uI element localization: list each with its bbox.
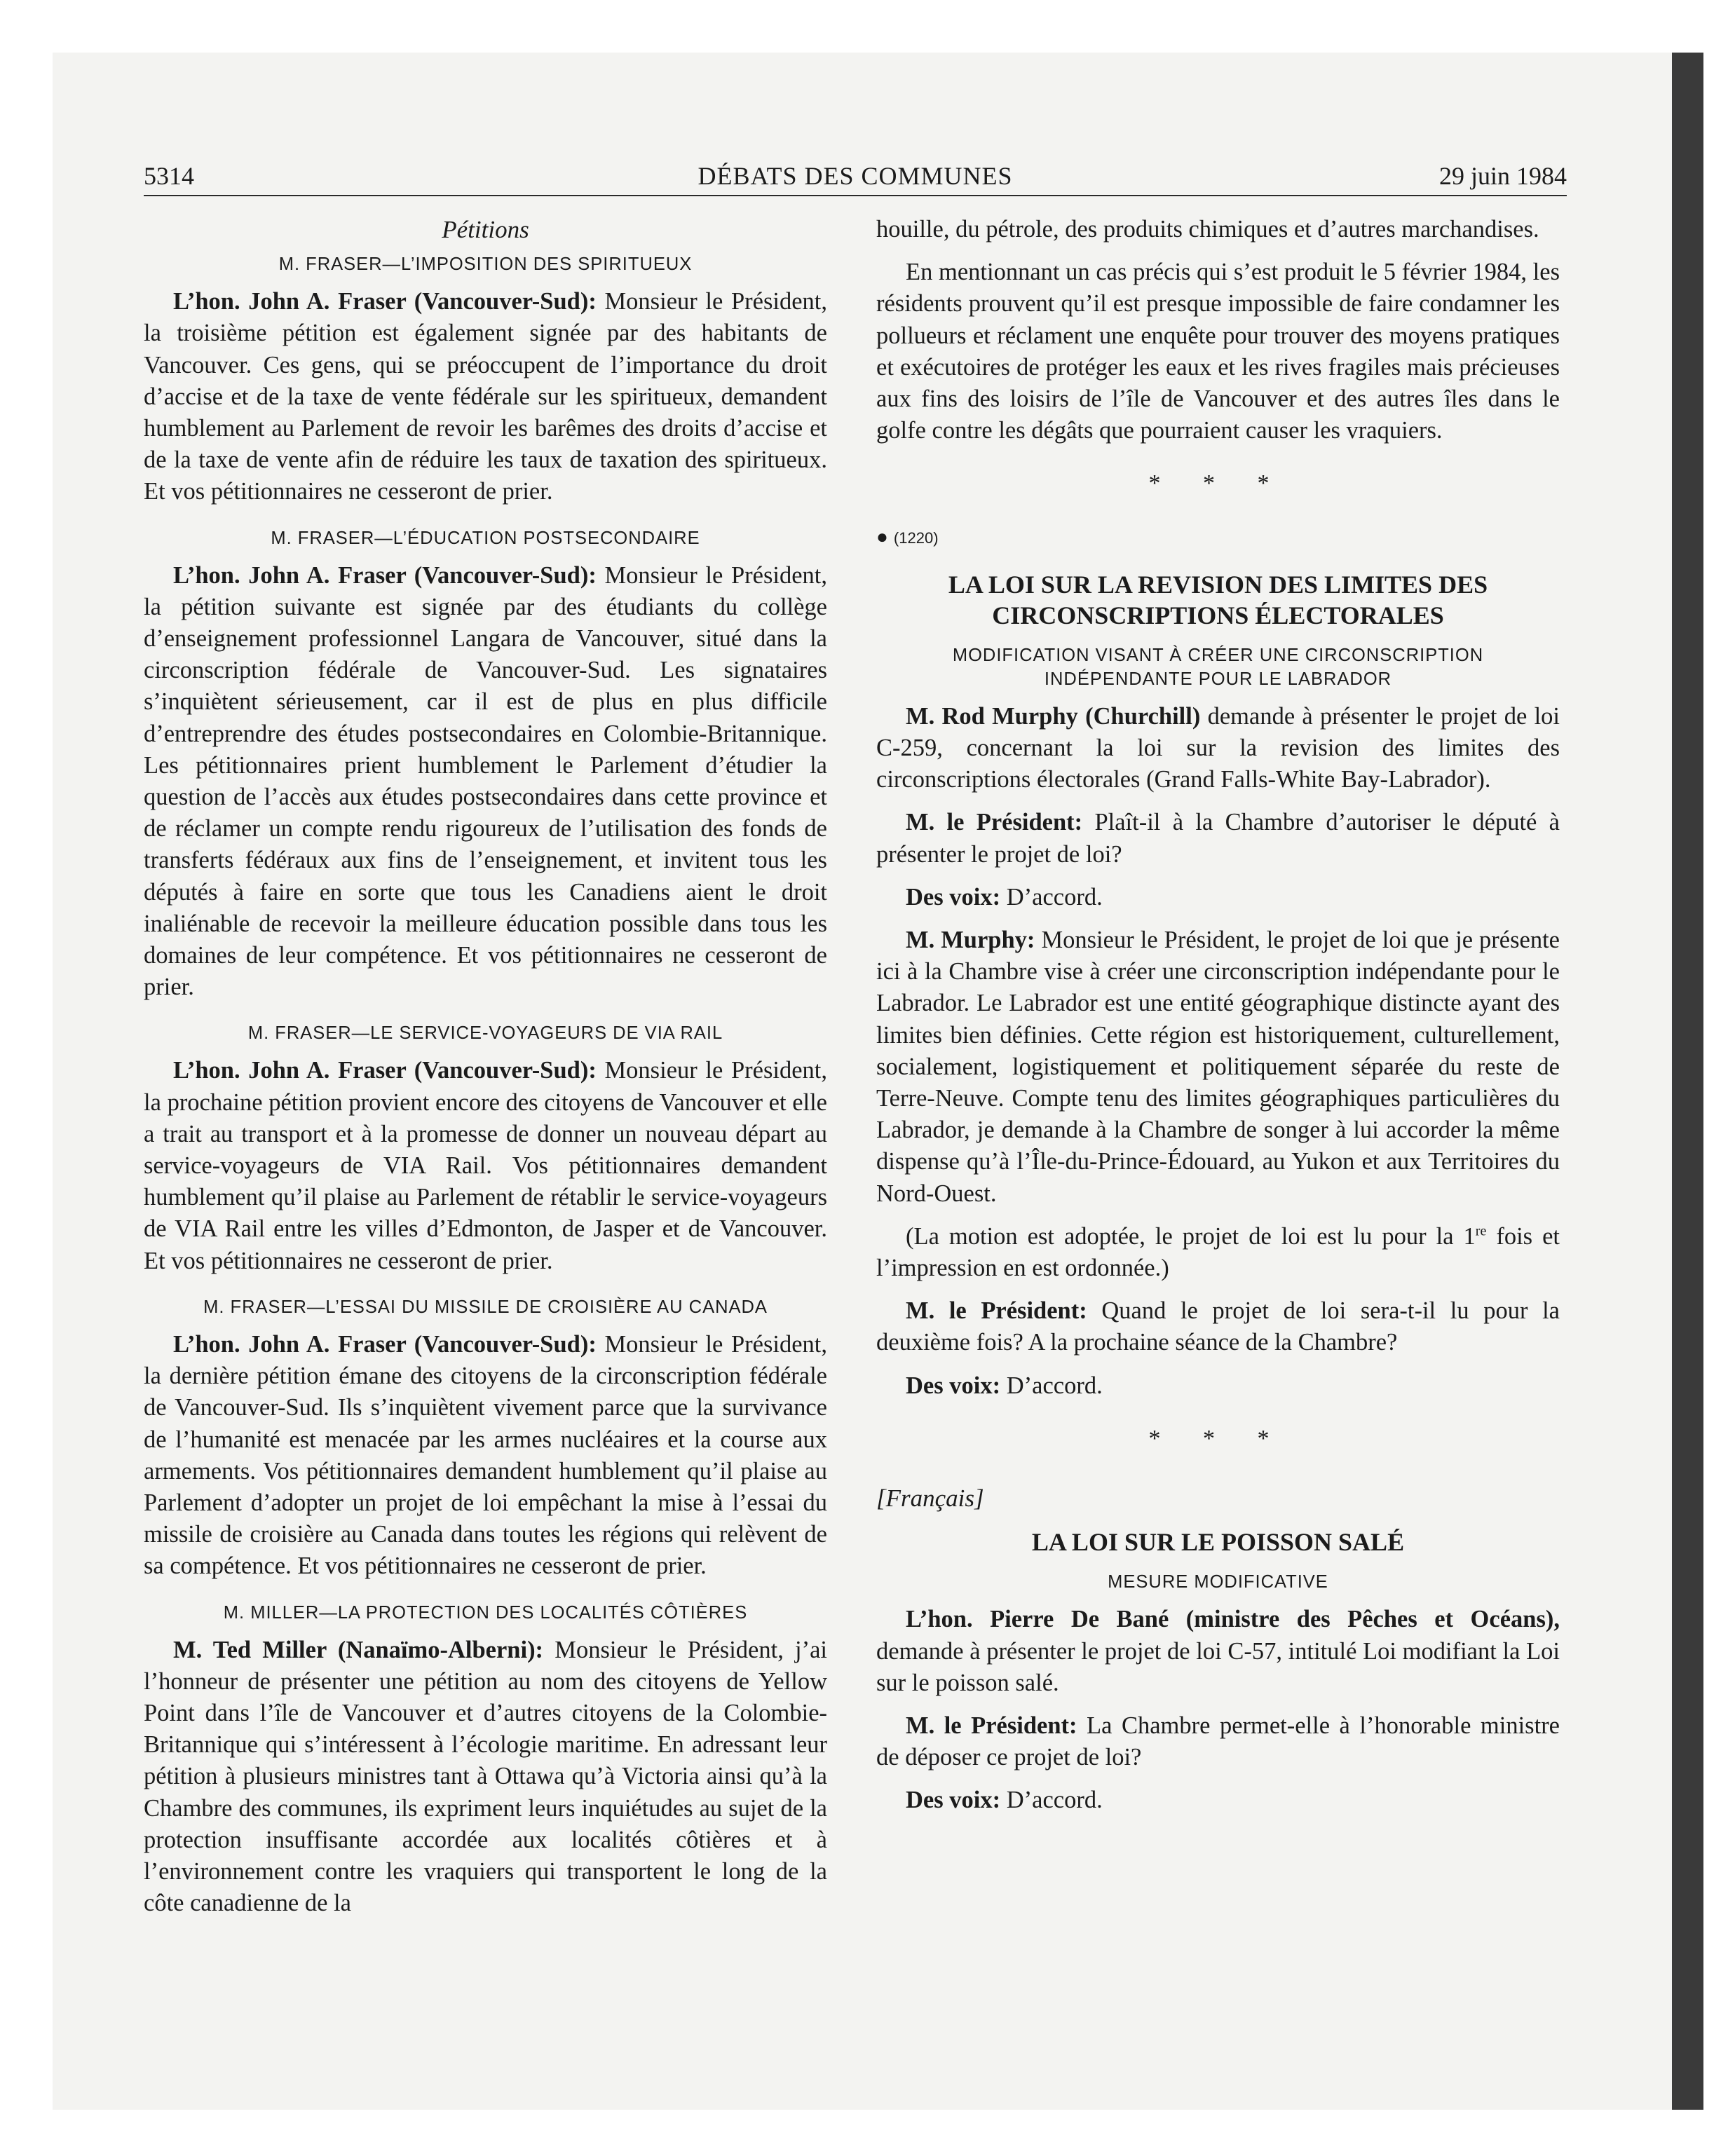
motion-paragraph	[876, 1221, 1560, 1284]
paragraph	[876, 1604, 1560, 1699]
speech-text: Monsieur le Président, j’ai l’honneur de présenter une pétition au nom des citoyens de Yellow Point dans l’île de Vancouver et d’autres citoyens de la Colombie-Britannique qui s’intéressent à l’écologie maritime. En adressant leur pétition à plusieurs ministres tant à Ottawa qu’à Victoria ainsi qu’à la Chambre des communes, ils expriment leurs inquiétudes au sujet de la protection insuffisante accordée aux localités côtières et à l’environnement contre les vraquiers qui transportent le long de la côte canadienne de la	[144, 1636, 827, 1917]
speech-text: D’accord.	[1000, 883, 1103, 910]
petition-paragraph	[144, 1635, 827, 1920]
paragraph	[876, 807, 1560, 870]
speaker-name: M. le Président:	[906, 809, 1083, 836]
paragraph	[876, 882, 1560, 913]
paragraph	[876, 925, 1560, 1210]
petition-paragraph	[144, 560, 827, 1004]
timestamp-marker	[876, 521, 1560, 554]
bill-subtitle: MESURE MODIFICATIVE	[1108, 1572, 1328, 1592]
speech-text: Monsieur le Président, la pétition suivante est signée par des étudiants du collège d’enseignement professionnel Langara de Vancouver, situé dans la circonscription fédérale de Vancouver-Sud. Les signataires s’inquiètent sérieusement, car il est de plus en plus difficile d’entreprendre des études postsecondaires en Colombie-Britannique. Les pétitionnaires prient humblement le Parlement d’étudier la question de l’accès aux études postsecondaires dans cette province et de réclamer un compte rendu rigoureux de l’utilisation des fonds de transferts fédéraux aux fins de l’enseignement, et invitent tous les députés à faire en sorte que tous les Canadiens aient le droit inaliénable de recevoir la meilleure éducation possible dans tous les domaines de leur compétence. Et vos pétitionnaires ne cesseront de prier.	[144, 561, 827, 1001]
continued-paragraph: houille, du pétrole, des produits chimiques et d’autres marchandises.	[876, 216, 1539, 243]
section-title: Pétitions	[442, 216, 529, 243]
petition-paragraph	[144, 1329, 827, 1583]
page-number: 5314	[144, 162, 194, 190]
petition-paragraph	[144, 1055, 827, 1276]
bill-title: LA LOI SUR LE POISSON SALÉ	[1031, 1528, 1405, 1557]
speaker-name: Des voix:	[906, 1372, 1001, 1399]
petition-heading: M. FRASER—L’IMPOSITION DES SPIRITUEUX	[278, 254, 693, 275]
speech-text: Plaît-il à la Chambre d’autoriser le député à présenter le projet de loi?	[876, 809, 1560, 868]
speech-text: demande à présenter le projet de loi C-259, concernant la loi sur la revision des limites des circonscriptions électorales (Grand Falls-White Bay-Labrador).	[876, 702, 1560, 793]
right-column	[876, 214, 1560, 1817]
speech-text: La Chambre permet-elle à l’honorable ministre de déposer ce projet de loi?	[876, 1712, 1560, 1771]
speech-text: Quand le projet de loi sera-t-il lu pour la deuxième fois? A la prochaine séance de la Chambre?	[876, 1297, 1560, 1356]
paragraph	[876, 701, 1560, 796]
bill-subtitle: MODIFICATION VISANT À CRÉER UNE CIRCONSCRIPTION INDÉPENDANTE POUR LE LABRADOR	[952, 645, 1484, 689]
petition-heading: M. MILLER—LA PROTECTION DES LOCALITÉS CÔTIÈRES	[223, 1602, 748, 1623]
left-column	[144, 214, 827, 1919]
page-header	[144, 161, 1567, 196]
speech-text: D’accord.	[1000, 1372, 1103, 1399]
paragraph	[876, 1295, 1560, 1358]
speech-text: D’accord.	[1000, 1787, 1103, 1814]
speaker-name: L’hon. Pierre De Bané (ministre des Pêches et Océans),	[906, 1606, 1560, 1633]
petition-paragraph	[144, 286, 827, 507]
petition-heading: M. FRASER—LE SERVICE-VOYAGEURS DE VIA RAIL	[247, 1023, 723, 1044]
speech-text: Monsieur le Président, la prochaine pétition provient encore des citoyens de Vancouver et elle a trait au transport et à la promesse de donner un nouveau départ au service-voyageurs de VIA Rail. Vos pétitionnaires demandent humblement qu’il plaise au Parlement de rétablir le service-voyageurs de VIA Rail entre les villes d’Edmonton, de Jasper et de Vancouver. Et vos pétitionnaires ne cesseront de prier.	[144, 1057, 827, 1274]
petition-heading: M. FRASER—L’ESSAI DU MISSILE DE CROISIÈRE AU CANADA	[203, 1297, 768, 1317]
scan-edge-shadow	[1672, 53, 1703, 2110]
timestamp: (1220)	[893, 528, 939, 547]
issue-date: 29 juin 1984	[1438, 162, 1567, 190]
motion-text-end: fois et l’impression en est ordonnée.)	[876, 1222, 1560, 1282]
paragraph	[876, 1710, 1560, 1773]
speech-text: Monsieur le Président, la troisième pétition est également signée par des habitants de Vancouver. Ces gens, qui se préoccupent de l’importance du droit d’accise et de la taxe de vente fédérale sur les spiritueux, demandent humblement au Parlement de revoir les barêmes des droits d’accise et de la taxe de vente afin de réduire les taux de taxation des spiritueux. Et vos pétitionnaires ne cesseront de prier.	[144, 288, 827, 505]
speaker-name: L’hon. John A. Fraser (Vancouver-Sud):	[173, 288, 597, 315]
speaker-name: Des voix:	[906, 1787, 1001, 1814]
paragraph: En mentionnant un cas précis qui s’est produit le 5 février 1984, les résidents prouvent qu’il est presque impossible de faire condamner les pollueurs et réclament une enquête pour trouver des moyens pratiques et exécutoires de protéger les eaux et les rives fragiles mais précieuses aux fins des loisirs de l’île de Vancouver et des autres îles dans le golfe contre les dégâts que pourraient causer les vraquiers.	[876, 259, 1560, 444]
ordinal-suffix: re	[1475, 1223, 1487, 1239]
speech-text: demande à présenter le projet de loi C-57, intitulé Loi modifiant la Loi sur le poisson salé.	[876, 1637, 1560, 1696]
speaker-name: M. le Président:	[906, 1712, 1077, 1739]
petition-heading: M. FRASER—L’ÉDUCATION POSTSECONDAIRE	[271, 528, 700, 548]
section-separator: * * *	[1148, 1425, 1288, 1452]
motion-text: (La motion est adoptée, le projet de loi est lu pour la 1	[906, 1222, 1476, 1250]
paragraph	[876, 1370, 1560, 1402]
paragraph	[876, 1785, 1560, 1816]
bill-title: LA LOI SUR LA REVISION DES LIMITES DES CIRCONSCRIPTIONS ÉLECTORALES	[948, 570, 1488, 629]
section-separator: * * *	[1148, 470, 1288, 497]
speaker-name: M. Murphy:	[906, 927, 1035, 954]
speaker-name: L’hon. John A. Fraser (Vancouver-Sud):	[173, 561, 597, 589]
speaker-name: L’hon. John A. Fraser (Vancouver-Sud):	[173, 1330, 597, 1358]
bullet-icon: ●	[876, 525, 888, 547]
speaker-name: Des voix:	[906, 883, 1001, 910]
speaker-name: M. Rod Murphy (Churchill)	[906, 702, 1201, 730]
speaker-name: M. Ted Miller (Nanaïmo-Alberni):	[173, 1636, 544, 1663]
language-marker: [Français]	[876, 1485, 984, 1513]
speech-text: Monsieur le Président, le projet de loi que je présente ici à la Chambre vise à créer une circonscription indépendante pour le Labrador. Le Labrador est une entité géographique distincte ayant des limites bien définies. Cette région est historiquement, culturellement, socialement, logistiquement et politiquement séparée du reste de Terre-Neuve. Compte tenu des limites géographiques particulières du Labrador, je demande à la Chambre de songer à lui accorder la même dispense qu’à l’Île-du-Prince-Édouard, au Yukon et aux Territoires du Nord-Ouest.	[876, 927, 1560, 1207]
publication-title: DÉBATS DES COMMUNES	[698, 162, 1013, 190]
speech-text: Monsieur le Président, la dernière pétition émane des citoyens de la circonscription fédérale de Vancouver-Sud. Ils s’inquiètent vivement parce que la survivance de l’humanité est menacée par les armes nucléaires et la course aux armements. Vos pétitionnaires demandent humblement qu’il plaise au Parlement d’adopter un projet de loi empêchant la mise à l’essai du missile de croisière au Canada dans toutes les régions qui relèvent de sa compétence. Et vos pétitionnaires ne cesseront de prier.	[144, 1330, 827, 1580]
speaker-name: L’hon. John A. Fraser (Vancouver-Sud):	[173, 1057, 597, 1084]
speaker-name: M. le Président:	[906, 1297, 1087, 1325]
